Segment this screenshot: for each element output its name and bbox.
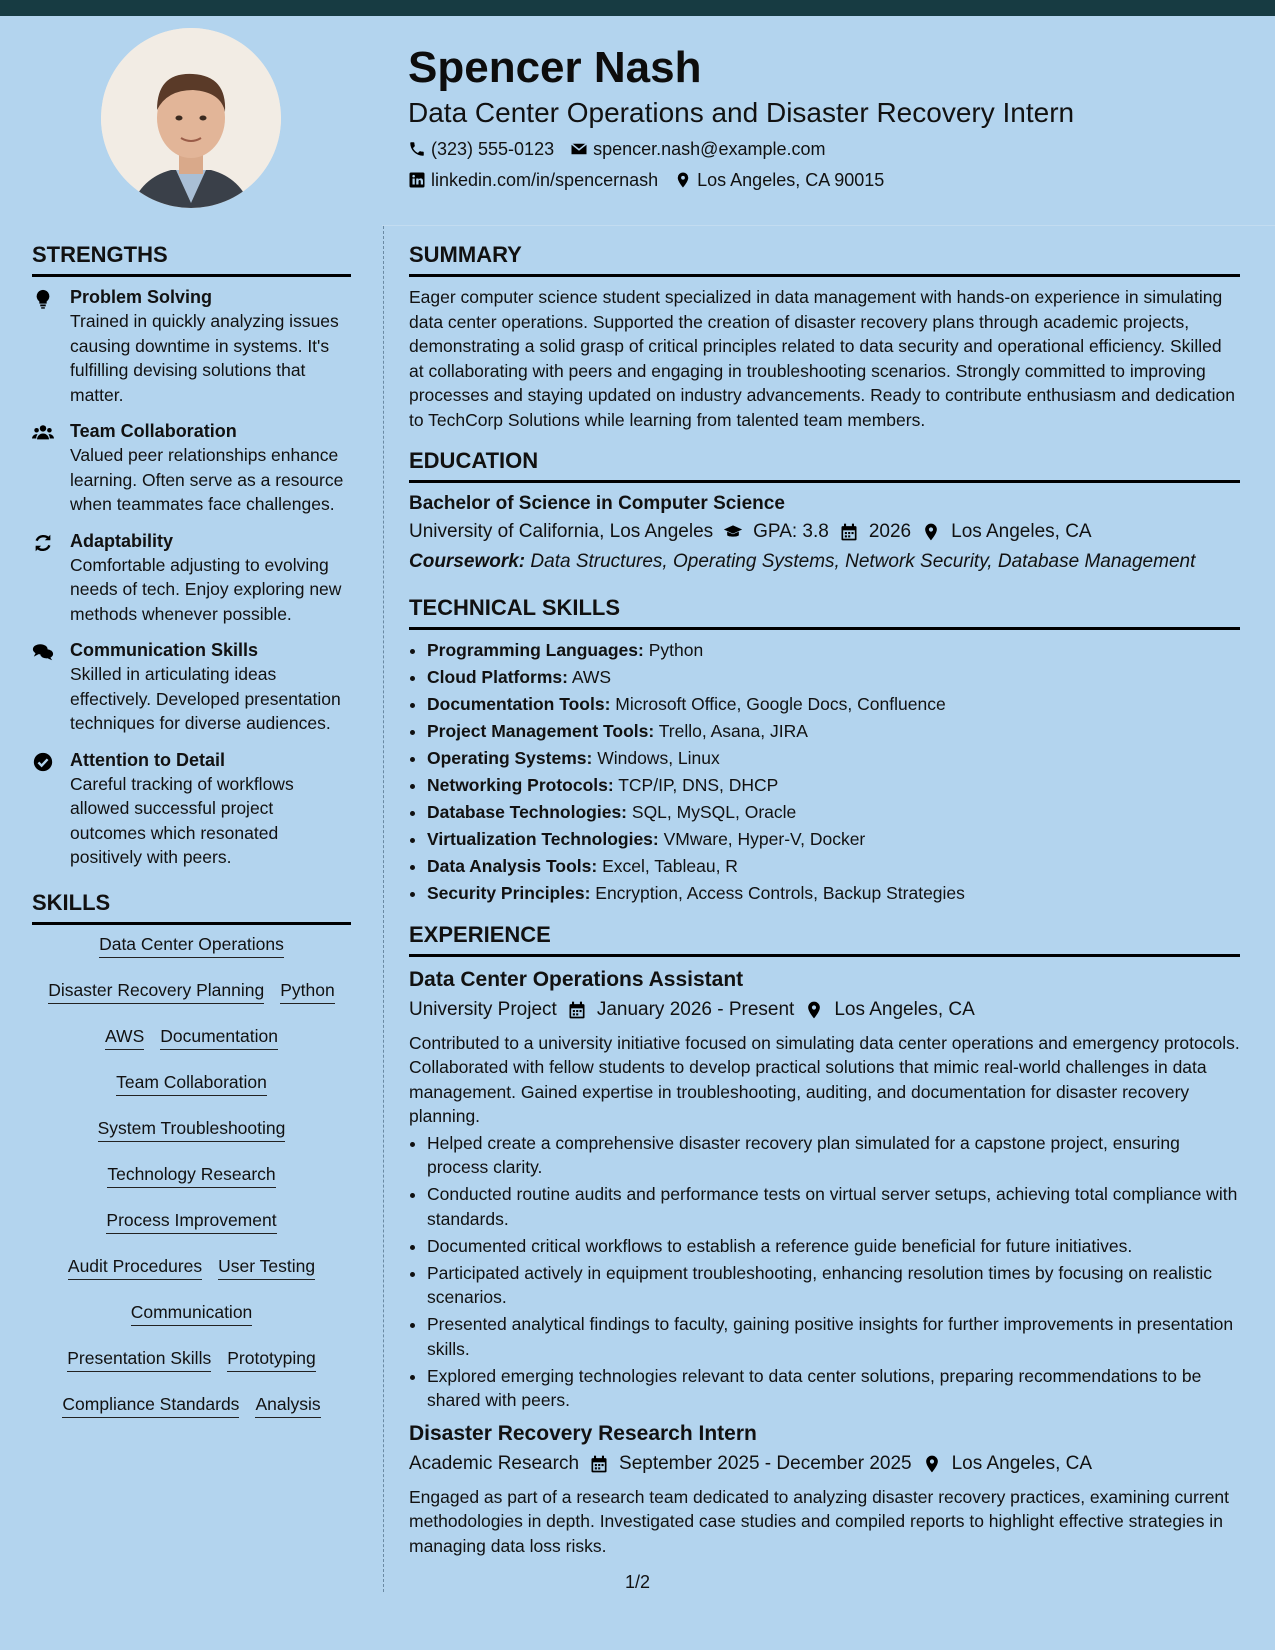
linkedin-text: linkedin.com/in/spencernash [431, 170, 659, 190]
tech-skill-label: Security Principles: [427, 883, 591, 903]
candidate-title: Data Center Operations and Disaster Recovery Intern [408, 97, 1075, 128]
profile-photo [101, 28, 281, 208]
sync-icon [32, 529, 70, 627]
strength-title: Team Collaboration [70, 421, 237, 441]
strength-item [32, 748, 351, 870]
tech-skill-value: VMware, Hyper-V, Docker [663, 829, 866, 849]
tech-skill-label: Operating Systems: [427, 748, 593, 768]
skills-heading: SKILLS [32, 884, 351, 925]
strength-title: Attention to Detail [70, 749, 225, 770]
linkedin-contact[interactable] [408, 168, 658, 192]
job-location: Los Angeles, CA [834, 998, 975, 1020]
strength-item [32, 529, 351, 627]
list-item [427, 827, 1240, 852]
skill-tag: System Troubleshooting [98, 1117, 286, 1142]
contact-row-1 [408, 137, 1248, 161]
skills-cloud [32, 933, 351, 1443]
skill-tag: Audit Procedures [68, 1255, 202, 1280]
skill-tag: Prototyping [227, 1347, 316, 1372]
school-name: University of California, Los Angeles [409, 521, 714, 542]
list-item: • Conducted routine audits and performance tests on virtual server setups, achieving total compliance with standards. [427, 1182, 1240, 1231]
strength-desc: Valued peer relationships enhance learning. Often serve as a resource when teammates face challenges. [70, 445, 344, 514]
job-description: Contributed to a university initiative focused on simulating data center operations and emergency protocols. Collaborated with fellow students to develop practical solutions that mimic real-world challenges in data management. Gained expertise in troubleshooting, auditing, and documentation for disaster recovery planning. [409, 1032, 1240, 1126]
list-item: • Documented critical workflows to establish a reference guide beneficial for future initiatives. [427, 1234, 1240, 1259]
tech-skill-label: Database Technologies: [427, 802, 628, 822]
tech-skill-value: TCP/IP, DNS, DHCP [618, 775, 779, 795]
map-marker-icon [674, 171, 692, 189]
tech-skill-label: Project Management Tools: [427, 721, 655, 741]
list-item [427, 665, 1240, 690]
summary-text: Eager computer science student specialized in data management with hands-on experience in simulating data center operations. Supported the creation of disaster recovery plans through academic projects, demonstrating a solid grasp of critical principles related to data security and operational efficiency. Skilled at collaborating with peers and engaging in troubleshooting scenarios. Strongly committed to improving processes and staying updated on industry advancements. Ready to contribute enthusiasm and dedication to TechCorp Solutions while learning from talented team members. [409, 287, 1235, 430]
skill-tag: Technology Research [107, 1163, 275, 1188]
tech-skill-value: Encryption, Access Controls, Backup Strategies [595, 883, 965, 903]
strength-item [32, 638, 351, 736]
graduation-year: 2026 [868, 521, 912, 542]
list-item [427, 638, 1240, 663]
right-column [409, 236, 1240, 1558]
tech-skill-value: Excel, Tableau, R [602, 856, 738, 876]
gpa-text: GPA: 3.8 [753, 521, 829, 542]
coursework-line [409, 547, 1240, 577]
list-item: • Helped create a comprehensive disaster recovery plan simulated for a capstone project, ensuring process clarity. [427, 1131, 1240, 1180]
technical-skills-heading: TECHNICAL SKILLS [409, 589, 1240, 630]
phone-text: (323) 555-0123 [431, 139, 555, 159]
top-bar [0, 0, 1275, 16]
skill-tag: Disaster Recovery Planning [48, 979, 264, 1004]
lightbulb-icon [32, 285, 70, 407]
job-org: Academic Research [409, 1452, 580, 1474]
tech-skill-value: Python [648, 640, 704, 660]
technical-skills-list [409, 638, 1240, 906]
list-item [427, 692, 1240, 717]
tech-skill-value: SQL, MySQL, Oracle [631, 802, 797, 822]
list-item [427, 719, 1240, 744]
calendar-icon [589, 1454, 609, 1474]
job-title: Disaster Recovery Research Intern [409, 1421, 757, 1445]
coursework-list: Data Structures, Operating Systems, Network Security, Database Management [530, 551, 1196, 572]
experience-entry [409, 965, 1240, 1413]
tech-skill-label: Virtualization Technologies: [427, 829, 659, 849]
job-meta [409, 1449, 1240, 1479]
comments-icon [32, 638, 70, 736]
job-description: Engaged as part of a research team dedicated to analyzing disaster recovery practices, examining current methodologies in depth. Investigated case studies and compiled reports to highlight effective strategies in managing data loss risks. [409, 1486, 1230, 1556]
calendar-icon [567, 1000, 587, 1020]
tech-skill-label: Documentation Tools: [427, 694, 611, 714]
page-number: 1/2 [625, 1572, 651, 1592]
degree-title: Bachelor of Science in Computer Science [409, 493, 785, 514]
summary-heading: SUMMARY [409, 236, 1240, 277]
strength-desc: Trained in quickly analyzing issues causing downtime in systems. It's fulfilling devising solutions that matter. [70, 311, 339, 405]
header-divider [382, 225, 1275, 226]
email-text: spencer.nash@example.com [593, 139, 826, 159]
resume-header [408, 42, 1248, 192]
left-column [32, 236, 351, 1443]
list-item [427, 773, 1240, 798]
tech-skill-label: Data Analysis Tools: [427, 856, 598, 876]
skill-tag: Python [280, 979, 334, 1004]
school-location: Los Angeles, CA [951, 521, 1092, 542]
job-dates: September 2025 - December 2025 [619, 1452, 912, 1474]
strength-desc: Comfortable adjusting to evolving needs of tech. Enjoy exploring new methods whenever possible. [70, 554, 342, 624]
tech-skill-value: AWS [571, 667, 612, 687]
graduation-cap-icon [723, 522, 743, 542]
strength-item [32, 285, 351, 407]
tech-skill-value: Trello, Asana, JIRA [658, 721, 808, 741]
list-item: • Participated actively in equipment troubleshooting, enhancing resolution times by focusing on realistic scenarios. [427, 1261, 1240, 1310]
skill-tag: Process Improvement [106, 1209, 276, 1234]
list-item [427, 881, 1240, 906]
column-divider [383, 226, 384, 1592]
job-meta [409, 995, 1240, 1025]
list-item [427, 800, 1240, 825]
check-circle-icon [32, 748, 70, 870]
skill-tag: Communication [131, 1301, 253, 1326]
phone-contact[interactable] [408, 137, 554, 161]
skill-tag: Data Center Operations [99, 933, 284, 958]
strength-desc: Careful tracking of workflows allowed successful project outcomes which resonated positively with peers. [70, 773, 294, 867]
skill-tag: Team Collaboration [116, 1071, 267, 1096]
skill-tag: User Testing [218, 1255, 315, 1280]
candidate-name: Spencer Nash [408, 43, 702, 92]
strength-desc: Skilled in articulating ideas effectively. Developed presentation techniques for diverse audiences. [70, 664, 341, 733]
map-marker-icon [922, 1454, 942, 1474]
education-heading: EDUCATION [409, 442, 1240, 483]
strength-title: Communication Skills [70, 640, 259, 660]
job-bullets [409, 1131, 1240, 1413]
skill-tag: Analysis [255, 1393, 320, 1418]
map-marker-icon [921, 522, 941, 542]
experience-entry [409, 1419, 1240, 1559]
tech-skill-label: Networking Protocols: [427, 775, 614, 795]
list-item [427, 746, 1240, 771]
linkedin-icon [408, 171, 426, 189]
strength-title: Adaptability [70, 530, 174, 551]
tech-skill-value: Microsoft Office, Google Docs, Confluence [615, 694, 946, 714]
users-icon [32, 419, 70, 517]
phone-icon [408, 140, 426, 158]
job-dates: January 2026 - Present [596, 998, 795, 1020]
list-item: • Presented analytical findings to faculty, gaining positive insights for further improvements in presentation skills. [427, 1312, 1240, 1361]
list-item [427, 854, 1240, 879]
tech-skill-value: Windows, Linux [597, 748, 720, 768]
strength-item [32, 419, 351, 517]
job-title: Data Center Operations Assistant [409, 967, 744, 991]
skill-tag: Compliance Standards [62, 1393, 239, 1418]
experience-heading: EXPERIENCE [409, 916, 1240, 957]
coursework-label: Coursework: [409, 551, 526, 572]
calendar-icon [839, 522, 859, 542]
education-meta [409, 517, 1240, 547]
email-contact[interactable] [570, 137, 825, 161]
location-text: Los Angeles, CA 90015 [697, 170, 885, 190]
skill-tag: AWS [105, 1025, 144, 1050]
strengths-heading: STRENGTHS [32, 236, 351, 277]
tech-skill-label: Programming Languages: [427, 640, 644, 660]
location-contact [674, 168, 884, 192]
contact-row-2 [408, 168, 1248, 192]
skill-tag: Presentation Skills [67, 1347, 211, 1372]
tech-skill-label: Cloud Platforms: [427, 667, 568, 687]
list-item: • Explored emerging technologies relevant to data center solutions, preparing recommendations to be shared with peers. [427, 1364, 1240, 1413]
skill-tag: Documentation [160, 1025, 278, 1050]
job-org: University Project [409, 998, 557, 1020]
job-location: Los Angeles, CA [951, 1452, 1093, 1474]
strength-title: Problem Solving [70, 287, 213, 307]
envelope-icon [570, 140, 588, 158]
map-marker-icon [804, 1000, 824, 1020]
